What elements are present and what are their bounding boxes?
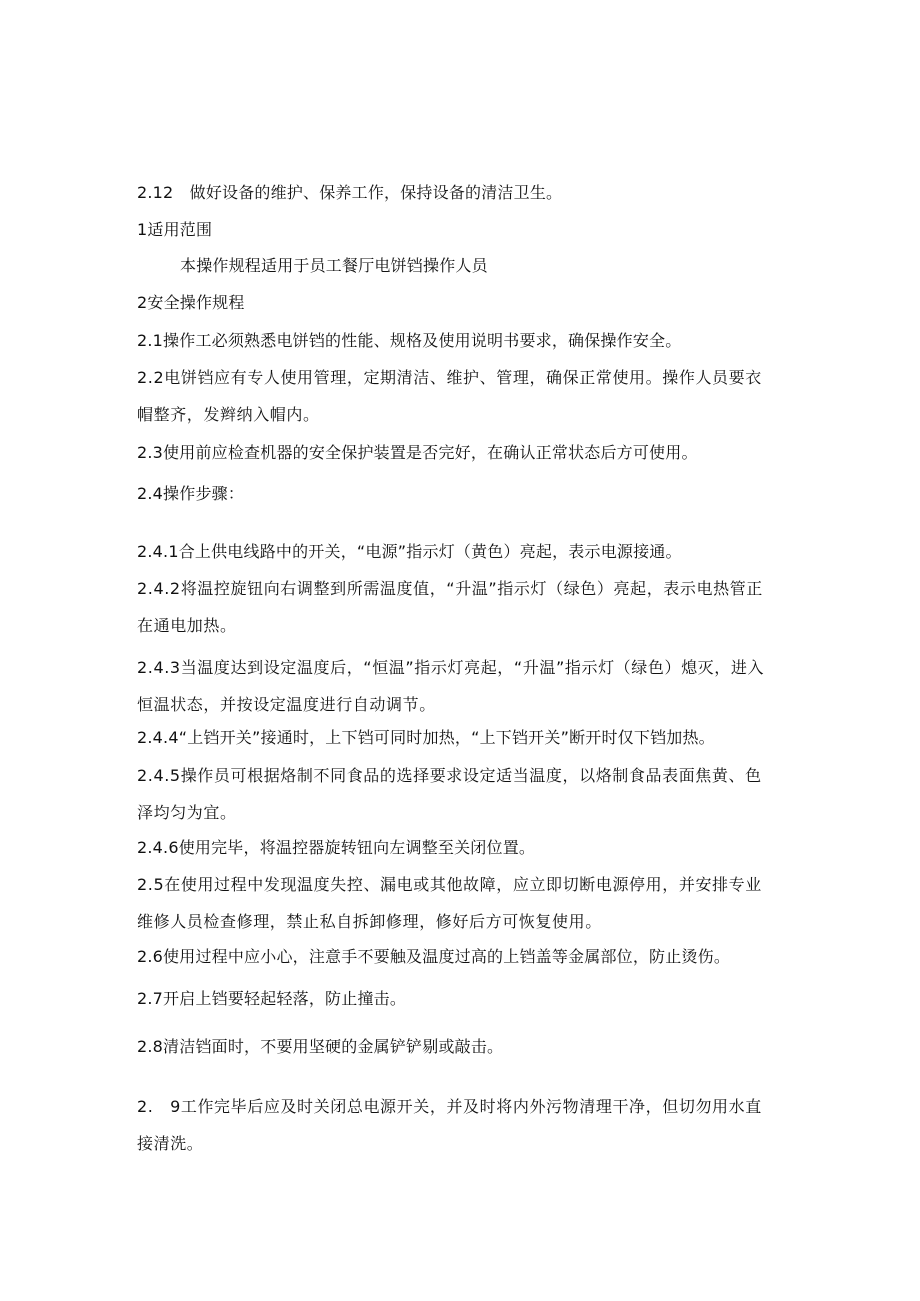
- paragraph-2-4-4: 2.4.4“上铛开关”接通时，上下铛可同时加热，“上下铛开关”断开时仅下铛加热。: [137, 728, 715, 747]
- paragraph-scope-text: 本操作规程适用于员工餐厅电饼铛操作人员: [180, 256, 488, 275]
- paragraph-2-12: 2.12 做好设备的维护、保养工作，保持设备的清洁卫生。: [137, 183, 563, 202]
- paragraph-2-7: 2.7开启上铛要轻起轻落，防止撞击。: [137, 989, 407, 1008]
- paragraph-2-1: 2.1操作工必须熟悉电饼铛的性能、规格及使用说明书要求，确保操作安全。: [137, 331, 682, 350]
- paragraph-2-4-3: 2.4.3当温度达到设定温度后，“恒温”指示灯亮起，“升温”指示灯（绿色）熄灭，进入恒温状态，并按设定温度进行自动调节。: [137, 658, 765, 714]
- paragraph-2-4-6: 2.4.6使用完毕，将温控器旋转钮向左调整至关闭位置。: [137, 838, 536, 857]
- paragraph-2-3: 2.3使用前应检查机器的安全保护装置是否完好，在确认正常状态后方可使用。: [137, 443, 698, 462]
- paragraph-2-4-2: 2.4.2将温控旋钮向右调整到所需温度值，“升温”指示灯（绿色）亮起，表示电热管正在通电加热。: [137, 579, 763, 635]
- paragraph-2-4-5: 2.4.5操作员可根据烙制不同食品的选择要求设定适当温度，以烙制食品表面焦黄、色泽均匀为宜。: [137, 766, 762, 822]
- paragraph-2-4-1: 2.4.1合上供电线路中的开关，“电源”指示灯（黄色）亮起，表示电源接通。: [137, 542, 682, 561]
- paragraph-2-2: 2.2电饼铛应有专人使用管理，定期清洁、维护、管理，确保正常使用。操作人员要衣帽整齐，发辫纳入帽内。: [137, 368, 762, 424]
- paragraph-2-9: 2. 9工作完毕后应及时关闭总电源开关，并及时将内外污物清理干净，但切勿用水直接清洗。: [137, 1097, 762, 1153]
- paragraph-2-8: 2.8清洁铛面时，不要用坚硬的金属铲铲剔或敲击。: [137, 1037, 504, 1056]
- heading-scope: 1适用范围: [137, 220, 213, 239]
- paragraph-2-5: 2.5在使用过程中发现温度失控、漏电或其他故障，应立即切断电源停用，并安排专业维修人员检查修理，禁止私自拆卸修理，修好后方可恢复使用。: [137, 875, 762, 931]
- paragraph-2-6: 2.6使用过程中应小心，注意手不要触及温度过高的上铛盖等金属部位，防止烫伤。: [137, 947, 731, 966]
- heading-safety-rules: 2安全操作规程: [137, 293, 245, 312]
- heading-operation-steps: 2.4操作步骤：: [137, 484, 245, 503]
